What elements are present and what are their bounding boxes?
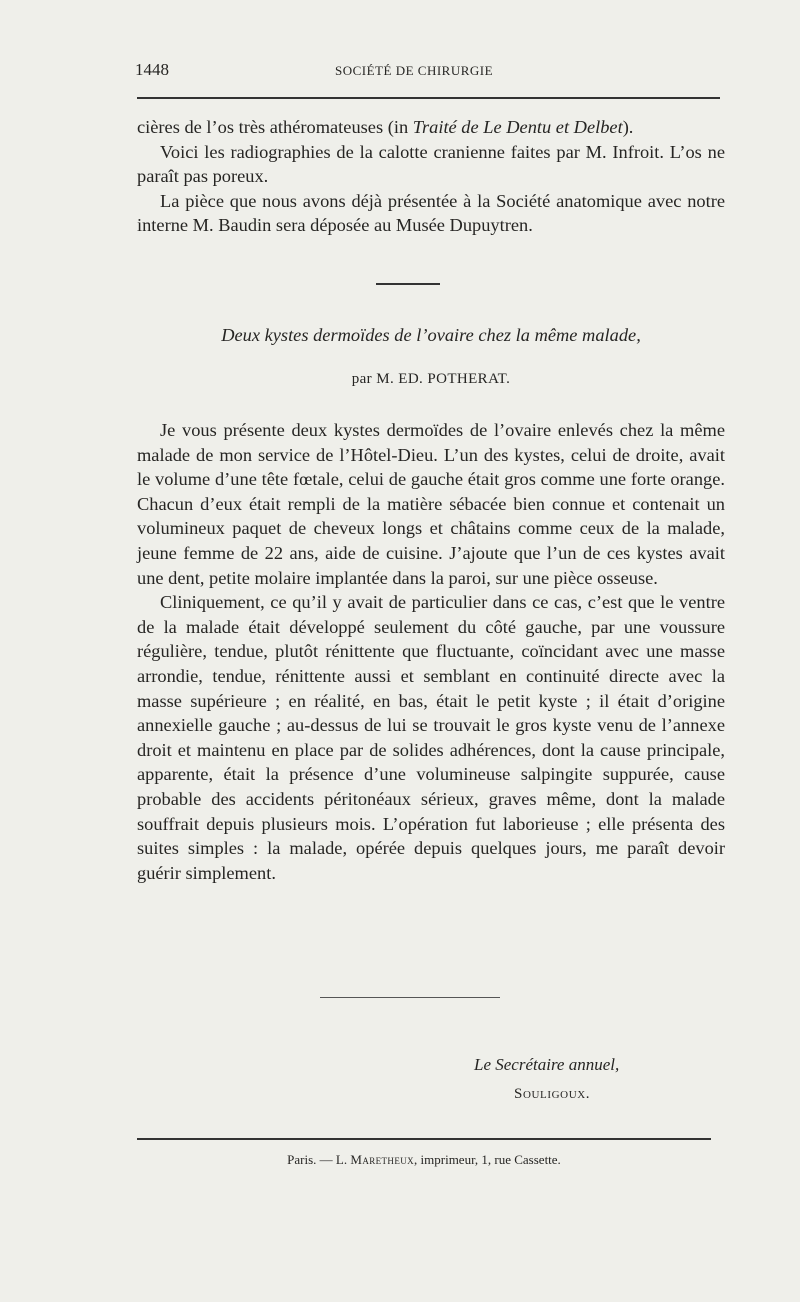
article-byline: par M. ED. POTHERAT. bbox=[351, 371, 511, 387]
page-number: 1448 bbox=[135, 60, 169, 79]
running-head bbox=[135, 58, 720, 82]
text-span: ). bbox=[622, 117, 634, 137]
preceding-text bbox=[137, 115, 725, 238]
article-body bbox=[137, 418, 725, 885]
paragraph bbox=[137, 115, 725, 140]
imprint-address: , imprimeur, 1, rue Cassette. bbox=[414, 1152, 561, 1167]
paragraph: Cliniquement, ce qu’il y avait de particulier dans ce cas, c’est que le ventre de la malade était développé seulement du côté gauche, par une voussure régulière, tendue, plutôt rénittente que fluctuante, coïncidant avec une masse arrondie, tendue, rénittente aussi et semblant en continuité directe avec la masse supérieure ; en réalité, en bas, était le petit kyste ; il était d’origine annexielle gauche ; au-dessus de lui se trouvait le gros kyste venu de l’annexe droit et maintenu en place par de solides adhérences, dont la cause principale, apparente, était la présence d’une volumineuse salpingite suppurée, cause probable des accidents péritonéaux sérieux, graves même, dont la malade souffrait depuis plusieurs mois. L’opération fut laborieuse ; elle présenta des suites simples : la malade, opérée depuis quelques jours, me paraît devoir guérir simplement. bbox=[137, 592, 725, 883]
citation-italic: Traité de Le Dentu et Delbet bbox=[412, 117, 623, 137]
imprint-printer: Maretheux bbox=[350, 1152, 415, 1167]
footer-rule bbox=[137, 1138, 711, 1140]
paragraph: Voici les radiographies de la calotte cranienne faites par M. Infroit. L’os ne paraît pas poreux. bbox=[137, 141, 725, 187]
paragraph: La pièce que nous avons déjà présentée à la Société anatomique avec notre interne M. Baudin sera déposée au Musée Dupuytren. bbox=[137, 190, 725, 236]
printer-imprint bbox=[137, 1152, 711, 1168]
running-title: SOCIÉTÉ DE CHIRURGIE bbox=[335, 63, 494, 78]
end-divider bbox=[320, 997, 500, 998]
paragraph: Je vous présente deux kystes dermoïdes de l’ovaire enlevés chez la même malade de mon service de l’Hôtel-Dieu. L’un des kystes, celui de droite, avait le volume d’une tête fœtale, celui de gauche était gros comme une forte orange. Chacun d’eux était rempli de la matière sébacée bien connue et contenait un volumineux paquet de cheveux longs et châtains comme ceux de la malade, jeune femme de 22 ans, aide de cuisine. J’ajoute que l’un de ces kystes avait une dent, petite molaire implantée dans la paroi, sur une pièce osseuse. bbox=[137, 420, 725, 588]
header-rule bbox=[137, 97, 720, 99]
text-span: cières de l’os très athéromateuses (in bbox=[137, 117, 413, 137]
article-title: Deux kystes dermoïdes de l’ovaire chez la même malade, bbox=[221, 325, 641, 345]
signature-name: Souligoux. bbox=[514, 1086, 591, 1102]
section-divider bbox=[376, 283, 440, 285]
imprint-city: Paris. — L. bbox=[287, 1152, 351, 1167]
signature-role: Le Secrétaire annuel, bbox=[474, 1055, 620, 1074]
